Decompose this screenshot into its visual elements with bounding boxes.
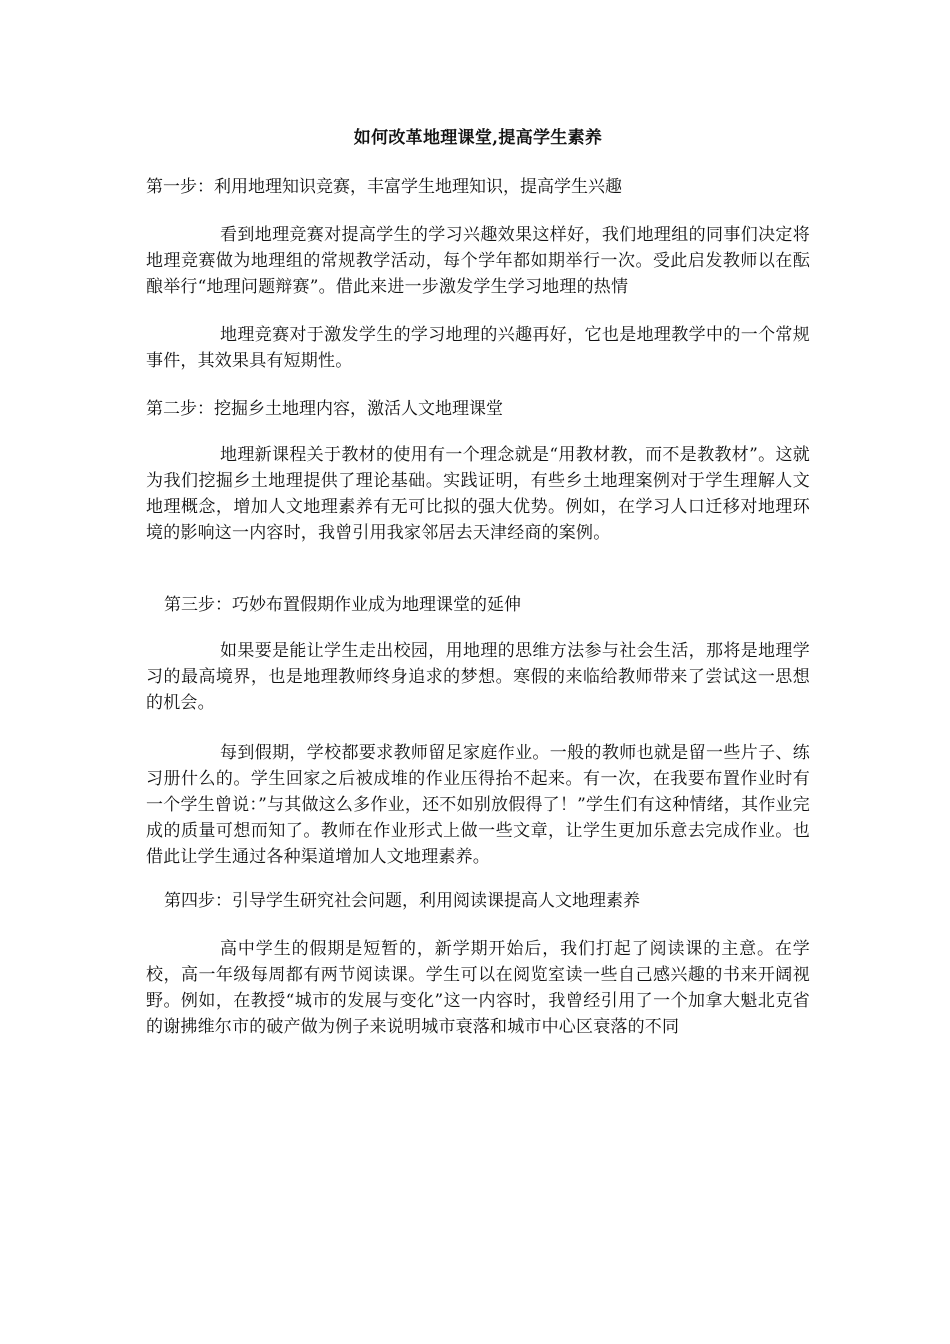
step1-heading: 第一步：利用地理知识竞赛，丰富学生地理知识，提高学生兴趣 (146, 177, 622, 197)
step1-paragraph-2: 地理竞赛对于激发学生的学习地理的兴趣再好，它也是地理教学中的一个常规事件，其效果具有短期性。 (146, 325, 810, 371)
step2-heading: 第二步：挖掘乡土地理内容，激活人文地理课堂 (146, 399, 503, 419)
step2-paragraph-1: 地理新课程关于教材的使用有一个理念就是“用教材教，而不是教教材”。这就为我们挖掘乡土地理提供了理论基础。实践证明，有些乡土地理案例对于学生理解人文地理概念，增加人文地理素养有无可比拟的强大优势。例如，在学习人口迁移对地理环境的影响这一内容时，我曾引用我家邻居去天津经商的案例。 (146, 445, 810, 543)
step3-paragraph-1: 如果要是能让学生走出校园，用地理的思维方法参与社会生活，那将是地理学习的最高境界，也是地理教师终身追求的梦想。寒假的来临给教师带来了尝试这一思想的机会。 (146, 641, 810, 713)
step4-paragraph-1: 高中学生的假期是短暂的，新学期开始后，我们打起了阅读课的主意。在学校，高一年级每周都有两节阅读课。学生可以在阅览室读一些自己感兴趣的书来开阔视野。例如，在教授“城市的发展与变化”这一内容时，我曾经引用了一个加拿大魁北克省的谢拂维尔市的破产做为例子来说明城市衰落和城市中心区衰落的不同 (146, 939, 810, 1037)
step4-heading: 第四步：引导学生研究社会问题，利用阅读课提高人文地理素养 (164, 891, 640, 911)
step3-paragraph-2: 每到假期，学校都要求教师留足家庭作业。一般的教师也就是留一些片子、练习册什么的。学生回家之后被成堆的作业压得抬不起来。有一次，在我要布置作业时有一个学生曾说：”与其做这么多作业，还不如别放假得了！”学生们有这种情绪，其作业完成的质量可想而知了。教师在作业形式上做一些文章，让学生更加乐意去完成作业。也借此让学生通过各种渠道增加人文地理素养。 (146, 743, 810, 867)
document-title: 如何改革地理课堂,提高学生素养 (353, 128, 603, 148)
step1-paragraph-1: 看到地理竞赛对提高学生的学习兴趣效果这样好，我们地理组的同事们决定将地理竞赛做为地理组的常规教学活动，每个学年都如期举行一次。受此启发教师以在酝酿举行“地理问题辩赛”。借此来进一步激发学生学习地理的热情 (146, 225, 810, 297)
step3-heading: 第三步：巧妙布置假期作业成为地理课堂的延伸 (164, 595, 521, 615)
